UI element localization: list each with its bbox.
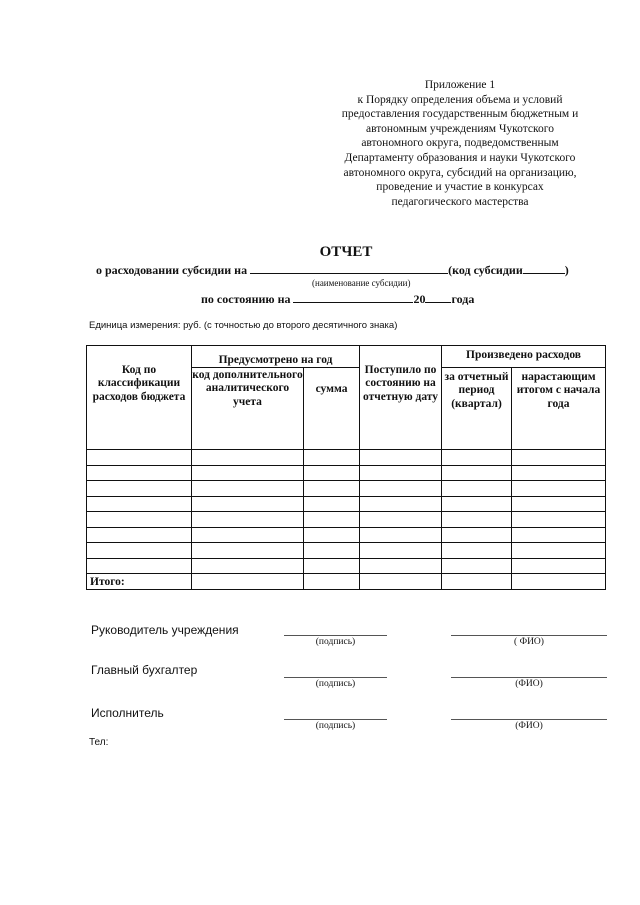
table-cell[interactable] bbox=[512, 450, 606, 466]
table-cell[interactable] bbox=[192, 496, 304, 512]
header-analytic-code: код дополнительного аналитического учета bbox=[192, 368, 304, 450]
table-cell[interactable] bbox=[360, 465, 442, 481]
table-cell[interactable] bbox=[192, 450, 304, 466]
table-cell[interactable] bbox=[304, 558, 360, 574]
table-cell[interactable] bbox=[192, 527, 304, 543]
table-cell[interactable] bbox=[512, 481, 606, 497]
date-year-prefix: 20 bbox=[413, 292, 426, 306]
table-cell[interactable] bbox=[512, 543, 606, 559]
table-cell[interactable] bbox=[442, 527, 512, 543]
table-cell[interactable] bbox=[442, 496, 512, 512]
table-cell[interactable] bbox=[442, 450, 512, 466]
table-row bbox=[87, 558, 606, 574]
tel-label: Тел: bbox=[89, 737, 109, 748]
report-date-line bbox=[201, 291, 474, 307]
table-cell[interactable] bbox=[192, 512, 304, 528]
unit-of-measure: Единица измерения: руб. (с точностью до второго десятичного знака) bbox=[89, 320, 398, 331]
table-row bbox=[87, 450, 606, 466]
name-hint: ( ФИО) bbox=[514, 637, 544, 647]
year-field[interactable] bbox=[425, 291, 451, 303]
table-cell[interactable] bbox=[304, 512, 360, 528]
table-cell[interactable] bbox=[87, 527, 192, 543]
header-received: Поступило по состоянию на отчетную дату bbox=[360, 346, 442, 450]
report-title: ОТЧЕТ bbox=[319, 244, 373, 260]
report-subtitle bbox=[96, 262, 569, 278]
appendix-line: педагогического мастерства bbox=[391, 195, 529, 208]
table-cell[interactable] bbox=[192, 543, 304, 559]
subsidy-code-field[interactable] bbox=[523, 262, 565, 274]
name-line-director[interactable] bbox=[451, 635, 607, 636]
table-cell[interactable] bbox=[512, 558, 606, 574]
table-cell[interactable] bbox=[192, 574, 304, 590]
table-cell[interactable] bbox=[512, 527, 606, 543]
subtitle-close: ) bbox=[564, 263, 569, 277]
header-period: за отчетный период (квартал) bbox=[442, 368, 512, 450]
appendix-line: автономным учреждениям Чукотского bbox=[366, 122, 554, 135]
date-suffix: года bbox=[451, 292, 475, 306]
subtitle-prefix: о расходовании субсидии на bbox=[96, 263, 248, 277]
table-cell[interactable] bbox=[360, 450, 442, 466]
table-cell[interactable] bbox=[304, 496, 360, 512]
total-row bbox=[87, 574, 606, 590]
total-label: Итого: bbox=[87, 574, 192, 590]
header-code: Код по классификации расходов бюджета bbox=[87, 346, 192, 450]
table-cell[interactable] bbox=[512, 574, 606, 590]
signature-line-executor[interactable] bbox=[284, 719, 387, 720]
signature-hint: (подпись) bbox=[315, 679, 356, 689]
appendix-line: предоставления государственным бюджетным и bbox=[341, 108, 579, 121]
table-cell[interactable] bbox=[304, 481, 360, 497]
table-cell[interactable] bbox=[87, 450, 192, 466]
header-spent: Произведено расходов bbox=[442, 346, 606, 368]
table-cell[interactable] bbox=[512, 512, 606, 528]
table-cell[interactable] bbox=[360, 527, 442, 543]
table-cell[interactable] bbox=[360, 543, 442, 559]
table-cell[interactable] bbox=[512, 465, 606, 481]
table-cell[interactable] bbox=[87, 481, 192, 497]
signature-line-accountant[interactable] bbox=[284, 677, 387, 678]
name-line-executor[interactable] bbox=[451, 719, 607, 720]
table-cell[interactable] bbox=[442, 574, 512, 590]
table-cell[interactable] bbox=[192, 558, 304, 574]
table-cell[interactable] bbox=[87, 543, 192, 559]
table-cell[interactable] bbox=[304, 465, 360, 481]
table-cell[interactable] bbox=[87, 512, 192, 528]
table-cell[interactable] bbox=[442, 512, 512, 528]
table-row bbox=[87, 481, 606, 497]
table-cell[interactable] bbox=[192, 465, 304, 481]
signature-hint: (подпись) bbox=[315, 721, 356, 731]
table-cell[interactable] bbox=[442, 481, 512, 497]
signature-role-director: Руководитель учреждения bbox=[91, 623, 239, 637]
table-cell[interactable] bbox=[360, 481, 442, 497]
appendix-line: автономного округа, субсидий на организацию, bbox=[343, 166, 577, 179]
appendix-line: проведение и участие в конкурсах bbox=[376, 181, 544, 194]
header-planned: Предусмотрено на год bbox=[192, 346, 360, 368]
table-cell[interactable] bbox=[442, 465, 512, 481]
signature-role-accountant: Главный бухгалтер bbox=[91, 663, 198, 677]
table-cell[interactable] bbox=[442, 558, 512, 574]
subsidy-name-field[interactable] bbox=[250, 262, 448, 274]
subtitle-code-label: (код субсидии bbox=[448, 263, 523, 277]
appendix-line: Департаменту образования и науки Чукотского bbox=[344, 151, 576, 164]
table-row bbox=[87, 512, 606, 528]
appendix-line: автономного округа, подведомственным bbox=[361, 137, 559, 150]
table-cell[interactable] bbox=[512, 496, 606, 512]
table-cell[interactable] bbox=[304, 543, 360, 559]
date-field[interactable] bbox=[293, 291, 413, 303]
table-cell[interactable] bbox=[360, 558, 442, 574]
appendix-line: к Порядку определения объема и условий bbox=[357, 93, 563, 106]
signature-hint: (подпись) bbox=[315, 637, 356, 647]
table-cell[interactable] bbox=[304, 574, 360, 590]
name-hint: (ФИО) bbox=[515, 721, 543, 731]
appendix-line: Приложение 1 bbox=[424, 79, 496, 91]
table-row bbox=[87, 465, 606, 481]
table-cell[interactable] bbox=[304, 527, 360, 543]
table-cell[interactable] bbox=[87, 496, 192, 512]
date-prefix: по состоянию на bbox=[201, 292, 291, 306]
signature-role-executor: Исполнитель bbox=[91, 706, 164, 720]
report-table bbox=[86, 345, 606, 590]
table-cell[interactable] bbox=[442, 543, 512, 559]
table-cell[interactable] bbox=[87, 465, 192, 481]
appendix-header bbox=[310, 78, 610, 209]
name-hint: (ФИО) bbox=[515, 679, 543, 689]
table-row bbox=[87, 496, 606, 512]
table-row bbox=[87, 543, 606, 559]
name-line-accountant[interactable] bbox=[451, 677, 607, 678]
table-cell[interactable] bbox=[304, 450, 360, 466]
table-cell[interactable] bbox=[87, 558, 192, 574]
table-row bbox=[87, 527, 606, 543]
table-cell[interactable] bbox=[192, 481, 304, 497]
header-cumulative: нарастающим итогом с начала года bbox=[512, 368, 606, 450]
table-cell[interactable] bbox=[360, 512, 442, 528]
signature-line-director[interactable] bbox=[284, 635, 387, 636]
subsidy-name-hint: (наименование субсидии) bbox=[312, 278, 411, 288]
header-sum: сумма bbox=[304, 368, 360, 450]
table-cell[interactable] bbox=[360, 574, 442, 590]
table-cell[interactable] bbox=[360, 496, 442, 512]
